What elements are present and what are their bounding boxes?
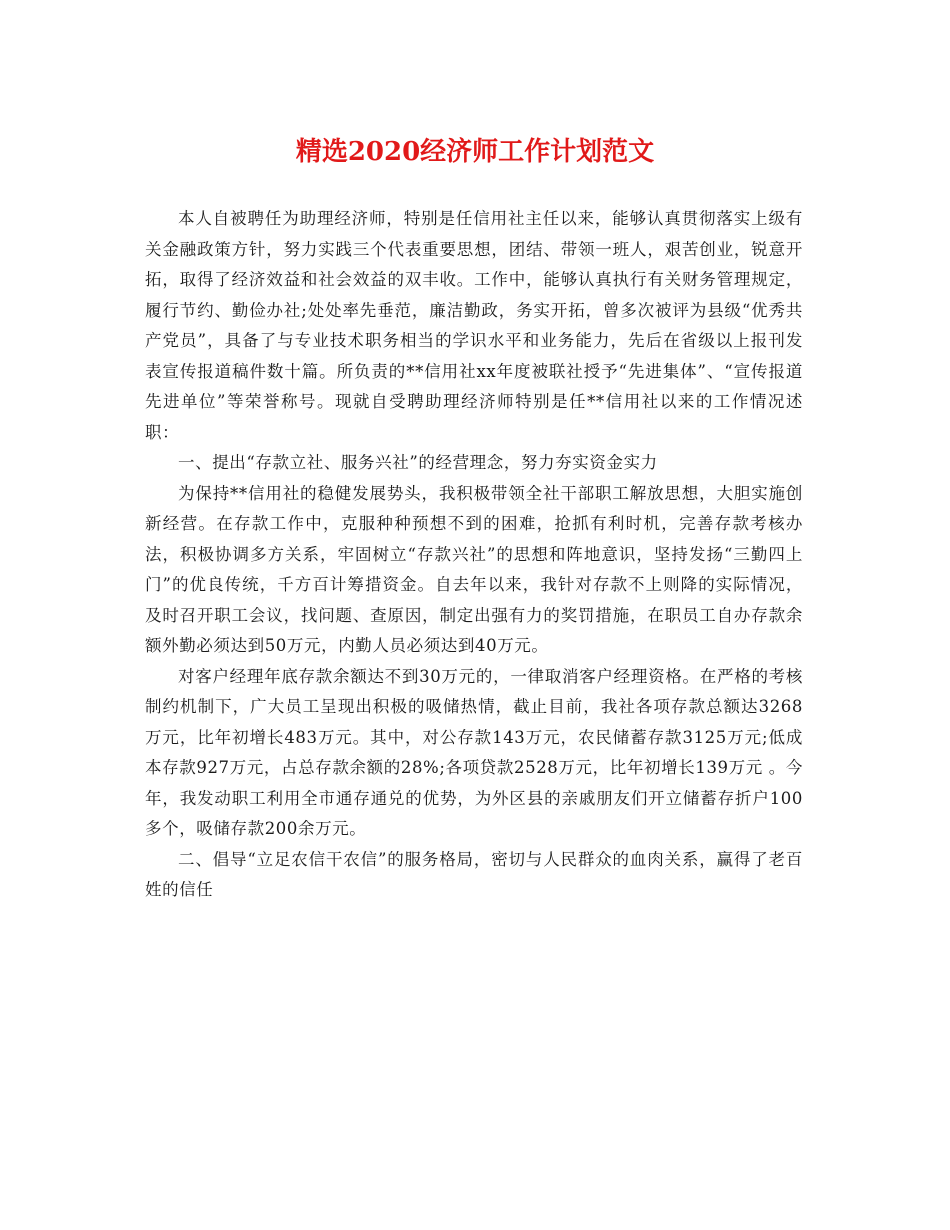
paragraph-deposit-results: 对客户经理年底存款余额达不到30万元的，一律取消客户经理资格。在严格的考核制约机制下，广大员工呈现出积极的吸储热情，截止目前，我社各项存款总额达3268万元，比年初增长483万元。其中，对公存款143万元，农民储蓄存款3125万元;低成本存款927万元，占总存款余额的28%;各项贷款2528万元，比年初增长139万元 。今年，我发动职工利用全市通存通兑的优势，为外区县的亲戚朋友们开立储蓄存折户100多个，吸储存款200余万元。 bbox=[145, 666, 803, 838]
section-heading-2: 二、倡导“立足农信干农信”的服务格局，密切与人民群众的血肉关系，赢得了老百姓的信任 bbox=[145, 849, 803, 899]
document-body bbox=[145, 204, 803, 906]
document-title: 精选2020经济师工作计划范文 bbox=[295, 137, 655, 167]
paragraph-deposit-work: 为保持**信用社的稳健发展势头，我积极带领全社干部职工解放思想，大胆实施创新经营。在存款工作中，克服种种预想不到的困难，抢抓有利时机，完善存款考核办法，积极协调多方关系，牢固树立“存款兴社”的思想和阵地意识，坚持发扬“三勤四上门”的优良传统，千方百计筹措资金。自去年以来，我针对存款不上则降的实际情况，及时召开职工会议，找问题、查原因，制定出强有力的奖罚措施，在职员工自办存款余额外勤必须达到50万元，内勤人员必须达到40万元。 bbox=[145, 483, 803, 655]
section-heading-1: 一、提出“存款立社、服务兴社”的经营理念，努力夯实资金实力 bbox=[178, 453, 658, 472]
paragraph-intro: 本人自被聘任为助理经济师，特别是任信用社主任以来，能够认真贯彻落实上级有关金融政策方针，努力实践三个代表重要思想，团结、带领一班人，艰苦创业，锐意开拓，取得了经济效益和社会效益的双丰收。工作中，能够认真执行有关财务管理规定，履行节约、勤俭办社;处处率先垂范，廉洁勤政，务实开拓，曾多次被评为县级“优秀共产党员”，具备了与专业技术职务相当的学识水平和业务能力，先后在省级以上报刊发表宣传报道稿件数十篇。所负责的**信用社xx年度被联社授予“先进集体”、“宣传报道先进单位”等荣誉称号。现就自受聘助理经济师特别是任**信用社以来的工作情况述职： bbox=[145, 209, 803, 442]
